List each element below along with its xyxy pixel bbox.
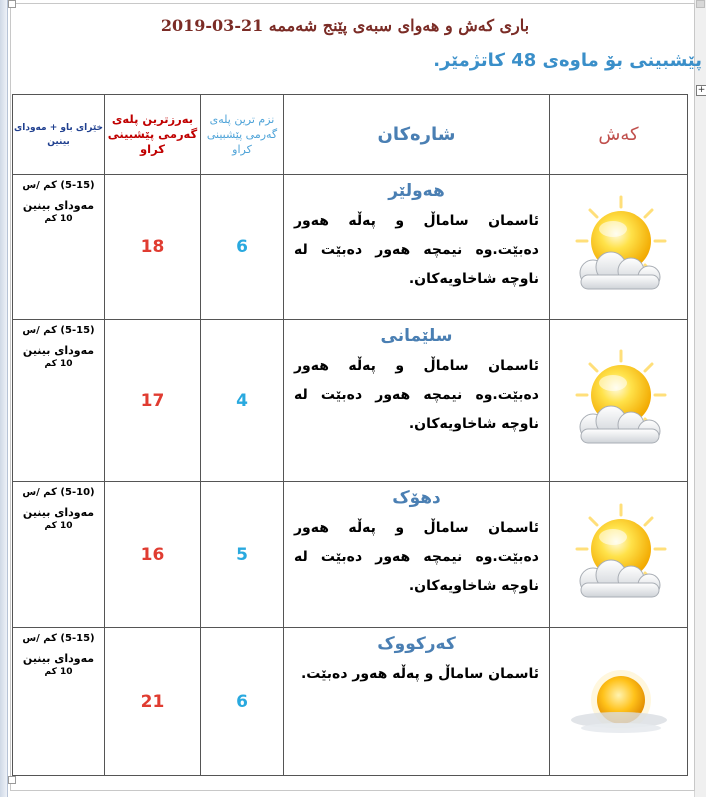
forecast-table — [12, 94, 688, 776]
visibility-label: مەودای بینین — [22, 199, 95, 212]
header-weather: کەش — [550, 95, 688, 175]
max-temp: 17 — [105, 320, 201, 482]
report-title: باری کەش و هەوای سبەی پێنج شەممە 21-03-2019 — [160, 16, 530, 35]
weather-description: ئاسمان ساماڵ و پەڵە هەور دەبێت. — [300, 666, 539, 682]
wind-cell — [13, 320, 105, 482]
visibility-label: مەودای بینین — [22, 506, 95, 519]
min-temp: 4 — [201, 320, 284, 482]
wind-cell — [13, 175, 105, 320]
city-name: دهۆک — [392, 488, 441, 508]
table-move-handle-icon[interactable]: + — [697, 85, 706, 95]
max-temp: 16 — [105, 482, 201, 628]
wind-cell — [13, 482, 105, 628]
wind-cell — [13, 628, 105, 776]
weather-icon-cell — [550, 175, 688, 320]
header-city: شارەکان — [284, 95, 550, 175]
wind-speed: (5-15) کم /س — [22, 325, 95, 336]
header-wind: خێرای باو + مەودای بینین — [13, 95, 105, 175]
visibility-value: 10 کم — [44, 521, 73, 531]
city-name: کەرکووک — [377, 634, 456, 654]
header-min-temp: نزم ترین پلەی گەرمی پێشبینی کراو — [201, 95, 284, 175]
table-row — [13, 482, 688, 628]
wind-speed: (5-10) کم /س — [22, 487, 95, 498]
weather-icon-cell — [550, 628, 688, 776]
scrollbar-thumb[interactable] — [696, 0, 705, 8]
page-corner-mark — [8, 0, 16, 8]
min-temp: 5 — [201, 482, 284, 628]
weather-description: ئاسمان ساماڵ و پەڵە هەور دەبێت.وە نیمچە هەور دەبێت لە ناوچە شاخاویەکان. — [294, 358, 539, 432]
max-temp: 21 — [105, 628, 201, 776]
city-cell — [284, 628, 550, 776]
min-temp: 6 — [201, 175, 284, 320]
visibility-value: 10 کم — [44, 667, 73, 677]
table-row — [13, 320, 688, 482]
wind-speed: (5-15) کم /س — [22, 633, 95, 644]
hazy-sun-icon — [563, 646, 675, 758]
visibility-label: مەودای بینین — [22, 344, 95, 357]
city-cell — [284, 175, 550, 320]
city-name: سلێمانی — [380, 326, 453, 346]
max-temp: 18 — [105, 175, 201, 320]
weather-description: ئاسمان ساماڵ و پەڵە هەور دەبێت.وە نیمچە هەور دەبێت لە ناوچە شاخاویەکان. — [294, 520, 539, 594]
city-name: هەولێر — [388, 181, 445, 201]
vertical-scrollbar[interactable] — [694, 0, 706, 797]
weather-icon-cell — [550, 320, 688, 482]
table-row — [13, 175, 688, 320]
sun-behind-cloud-icon — [563, 191, 675, 303]
visibility-value: 10 کم — [44, 214, 73, 224]
weather-description: ئاسمان ساماڵ و پەڵە هەور دەبێت.وە نیمچە هەور دەبێت لە ناوچە شاخاویەکان. — [294, 213, 539, 287]
report-subtitle: پێشبینی بۆ ماوەی 48 کاتژمێر. — [433, 50, 702, 71]
table-header-row — [13, 95, 688, 175]
table-row — [13, 628, 688, 776]
visibility-value: 10 کم — [44, 359, 73, 369]
sun-behind-cloud-icon — [563, 345, 675, 457]
page-corner-mark — [8, 776, 16, 784]
min-temp: 6 — [201, 628, 284, 776]
header-max-temp: بەرزترین پلەی گەرمی پێشبینی کراو — [105, 95, 201, 175]
city-cell — [284, 320, 550, 482]
visibility-label: مەودای بینین — [22, 652, 95, 665]
sun-behind-cloud-icon — [563, 499, 675, 611]
wind-speed: (5-15) کم /س — [22, 180, 95, 191]
city-cell — [284, 482, 550, 628]
window-left-edge — [0, 0, 8, 797]
weather-icon-cell — [550, 482, 688, 628]
